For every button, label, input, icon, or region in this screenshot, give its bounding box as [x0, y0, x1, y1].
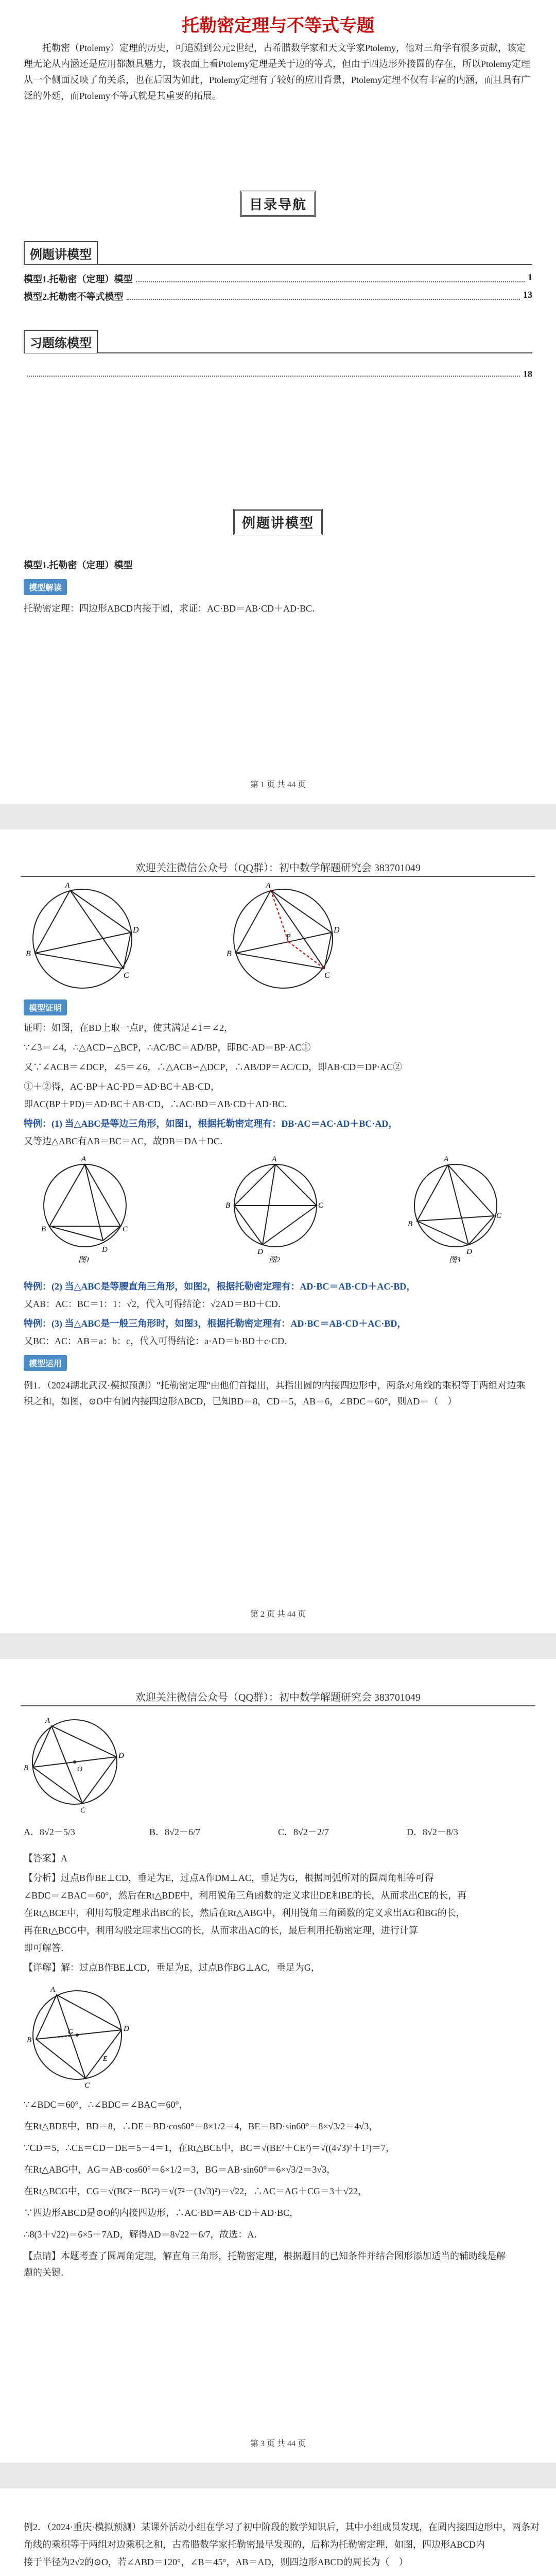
calc-line-3: ∵CD＝5，∴CE＝CD－DE＝5－4＝1，在Rt△BCE中，BC＝√(BE²＋CE²)＝√((4√3)²＋1²)＝7，	[24, 2143, 395, 2153]
solution-head: 【详解】解：过点B作BE⊥CD，垂足为E，过点B作BG⊥AC，垂足为G，	[24, 1962, 320, 1973]
svg-text:B: B	[408, 1220, 413, 1228]
toc-section-2: 习题练模型	[24, 330, 532, 353]
page-4	[0, 2488, 556, 2576]
svg-text:P: P	[286, 933, 291, 941]
svg-text:A: A	[50, 1986, 56, 1994]
proof-line-4: ①＋②得，AC·BP＋AC·PD＝AD·BC＋AB·CD，	[24, 1081, 220, 1092]
option-d[interactable]: D．8√2－8/3	[407, 1827, 458, 1837]
page-header: 欢迎关注微信公众号（QQ群）：初中数学解题研究会 383701049	[135, 1692, 421, 1703]
example-1: 例1．（2024湖北武汉·模拟预测）"托勒密定理"由他们首提出，其指出圆的内接四边形中，两条对角线的乘积等于两组对边乘积之和，如图，⊙O中有圆内接四边形ABCD，已知BD＝8，CD＝5，AB＝6，∠BDC＝60°，则AD＝（ ）	[24, 1380, 526, 1406]
figure-label-3: 图3	[449, 1256, 461, 1264]
page-header: 欢迎关注微信公众号（QQ群）：初中数学解题研究会 383701049	[135, 862, 421, 874]
toc-item-2[interactable]: 模型2.托勒密不等式模型 13	[24, 290, 532, 302]
special-figure-3	[402, 1154, 510, 1267]
svg-text:D: D	[124, 2025, 129, 2033]
page-footer: 第 1 页 共 44 页	[250, 781, 306, 789]
intro-paragraph: 托勒密（Ptolemy）定理的历史，可追溯到公元2世纪，古希腊数学家和天文学家Ptolemy，他对三角学有很多贡献，该定理无论从内涵还是应用都颇具魅力，该表面上看Ptolemy定理是关于边的等式，但由于四边形外接圆的存在，所以Ptolemy定理从一个侧面反映了角关系，也在后因为如此，Ptolemy定理有了较好的应用背景，Ptolemy定理不仅有丰富的内涵，而且具有广泛的外延，而Ptolemy不等式就是其重要的拓展。	[24, 43, 531, 101]
example-1-figure	[21, 1710, 129, 1814]
svg-text:C: C	[123, 1225, 128, 1233]
toc-item-3[interactable]: 18	[24, 369, 532, 380]
analysis-line-1: 【分析】过点B作BE⊥CD，垂足为E，过点A作DM⊥AC，垂足为G，根据同弧所对的圆周角相等可得	[24, 1873, 434, 1883]
svg-text:B: B	[41, 1225, 46, 1233]
special-figure-1	[31, 1154, 139, 1267]
special-figure-2	[221, 1154, 329, 1267]
special-case-3b: 又BC：AC：AB＝a：b：c，代入可得结论：a·AD＝b·BD＋c·CD．	[24, 1336, 293, 1346]
header-rule	[21, 876, 535, 877]
calc-line-7: ∴8(3＋√22)＝6×5＋7AD，解得AD＝8√22－6/7，故选：A．	[24, 2229, 264, 2240]
svg-text:B: B	[227, 950, 232, 958]
calc-line-2: 在Rt△BDE中，BD＝8，∴DE＝BD·cos60°＝8×1/2＝4，BE＝BD·sin60°＝8×√3/2＝4√3，	[24, 2121, 378, 2131]
svg-text:A: A	[65, 882, 70, 890]
toc-item-1[interactable]: 模型1.托勒密（定理）模型 1	[24, 272, 532, 284]
theorem-statement: 托勒密定理：四边形ABCD内接于圆，求证：AC·BD＝AB·CD＋AD·BC．	[24, 603, 322, 614]
analysis-line-2: ∠BDC＝∠BAC＝60°，然后在Rt△BDE中，利用锐角三角函数的定义求出DE和BE的长，从而求出CE的长，再	[24, 1890, 467, 1901]
svg-text:E: E	[103, 2055, 108, 2063]
option-b[interactable]: B．8√2－6/7	[149, 1827, 200, 1837]
svg-text:C: C	[84, 2081, 90, 2090]
figure-label-2: 图2	[269, 1256, 281, 1264]
svg-text:G: G	[68, 2028, 74, 2036]
calc-line-9: 题的关键．	[24, 2267, 70, 2278]
ptolemy-figure-1	[21, 881, 144, 994]
special-case-3: 特例：(3) 当△ABC是一般三角形时，如图3，根据托勒密定理有：AD·BC＝AB·CD＋AC·BD，	[24, 1318, 407, 1329]
ptolemy-figure-2	[221, 881, 345, 994]
svg-text:C: C	[496, 1212, 502, 1220]
page-footer: 第 3 页 共 44 页	[250, 2439, 306, 2448]
page-3	[0, 1659, 556, 2463]
svg-text:A: A	[81, 1155, 86, 1163]
svg-text:D: D	[334, 926, 340, 935]
svg-text:A: A	[272, 1155, 277, 1163]
special-case-2b: 又AB：AC：BC＝1：1：√2，代入可得结论：√2AD＝BD＋CD．	[24, 1299, 287, 1309]
svg-text:C: C	[324, 971, 330, 980]
calc-line-8: 【点睛】本题考查了圆周角定理，解直角三角形，托勒密定理，根据题目的已知条件并结合图形添加适当的辅助线是解	[24, 2251, 506, 2261]
page-1	[0, 0, 556, 804]
example-2-line-3: 接于半径为2√2的⊙O，若∠ABD＝120°，∠B＝45°，AB＝AD，则四边形ABCD的周长为（ ）	[24, 2557, 408, 2567]
special-case-1: 特例：(1) 当△ABC是等边三角形，如图1，根据托勒密定理有：DB·AC＝AC·AD＋BC·AD，	[24, 1118, 398, 1129]
option-c[interactable]: C．8√2－2/7	[278, 1827, 329, 1837]
calc-line-4: 在Rt△ABG中，AG＝AB·cos60°＝6×1/2＝3，BG＝AB·sin60°＝6×√3/2＝3√3，	[24, 2164, 336, 2175]
special-case-1b: 又等边△ABC有AB＝BC＝AC，故DB＝DA＋DC．	[24, 1136, 229, 1146]
svg-text:C: C	[124, 971, 129, 980]
svg-text:D: D	[118, 1752, 124, 1760]
proof-line-1: 证明：如图，在BD上取一点P，使其满足∠1＝∠2，	[24, 1023, 234, 1033]
svg-text:C: C	[318, 1201, 324, 1210]
example-2-line-1: 例2．（2024·重庆·模拟预测）某课外活动小组在学习了初中阶段的数学知识后，其中小组成员发现，在圆内接四边形中，两条对	[24, 2522, 540, 2532]
example-2-line-2: 角线的乘积等于两组对边乘积之和，古希腊数学家托勒密最早发现的，后称为托勒密定理，如图，四边形ABCD内	[24, 2539, 485, 2550]
analysis-line-3: 在Rt△BCE中，利用勾股定理求出BC的长，然后在Rt△ABG中，利用锐角三角函数的定义求出AG和BG的长，	[24, 1908, 465, 1918]
svg-text:D: D	[102, 1246, 108, 1254]
toc-title: 目录导航	[0, 191, 556, 217]
proof-line-2: ∵∠3＝∠4，∴△ACD∽△BCP，∴AC/BC＝AD/BP，即BC·AD＝BP·AC①	[24, 1042, 311, 1053]
option-a[interactable]: A．8√2－5/3	[24, 1827, 75, 1837]
svg-text:A: A	[444, 1155, 449, 1163]
svg-text:D: D	[466, 1248, 472, 1256]
calc-line-1: ∵∠BDC＝60°，∴∠BDC＝∠BAC＝60°，	[24, 2099, 188, 2110]
svg-text:C: C	[80, 1806, 86, 1814]
svg-text:B: B	[27, 2036, 32, 2044]
calc-line-6: ∵四边形ABCD是⊙O的内接四边形，∴AC·BD＝AB·CD＋AD·BC，	[24, 2208, 299, 2218]
svg-text:B: B	[26, 950, 31, 958]
svg-text:A: A	[266, 882, 271, 890]
model-use-tag: 模型运用	[24, 1355, 67, 1371]
proof-line-5: 即AC(BP＋PD)＝AD·BC＋AB·CD，∴AC·BD＝AB·CD＋AD·BC．	[24, 1099, 294, 1109]
answer: 【答案】A	[24, 1853, 67, 1863]
solution-figure	[21, 1978, 139, 2092]
proof-line-3: 又∵∠ACB＝∠DCP，∠5＝∠6，∴△ACB∽△DCP，∴AB/DP＝AC/CD，即AB·CD＝DP·AC②	[24, 1062, 403, 1072]
section-box-title: 例题讲模型	[0, 509, 556, 535]
doc-title: 托勒密定理与不等式专题	[182, 16, 374, 36]
model-tag: 模型解读	[24, 579, 67, 595]
calc-line-5: 在Rt△BCG中，CG＝√(BC²－BG²)＝√(7²－(3√3)²)＝√22，∴AC＝AG＋CG＝3＋√22，	[24, 2186, 367, 2196]
svg-text:B: B	[24, 1764, 29, 1772]
analysis-line-4: 再在Rt△BCG中，利用勾股定理求出CG的长，从而求出AC的长，最后利用托勒密定理，进行计算	[24, 1925, 418, 1936]
svg-text:O: O	[77, 1766, 83, 1773]
svg-text:B: B	[225, 1201, 231, 1210]
svg-text:A: A	[45, 1717, 50, 1725]
header-rule	[21, 1705, 535, 1706]
figure-label-1: 图1	[78, 1256, 90, 1264]
svg-text:D: D	[133, 926, 139, 935]
model-title: 模型1.托勒密（定理）模型	[24, 560, 133, 570]
page-footer: 第 2 页 共 44 页	[250, 1610, 306, 1619]
toc-section-1: 例题讲模型	[24, 241, 532, 265]
svg-text:D: D	[257, 1248, 263, 1256]
page-2	[0, 829, 556, 1633]
analysis-line-5: 即可解答．	[24, 1943, 70, 1953]
proof-tag: 模型证明	[24, 999, 67, 1015]
special-case-2: 特例：(2) 当△ABC是等腰直角三角形，如图2，根据托勒密定理有：AD·BC＝AB·CD＋AC·BD，	[24, 1281, 416, 1292]
